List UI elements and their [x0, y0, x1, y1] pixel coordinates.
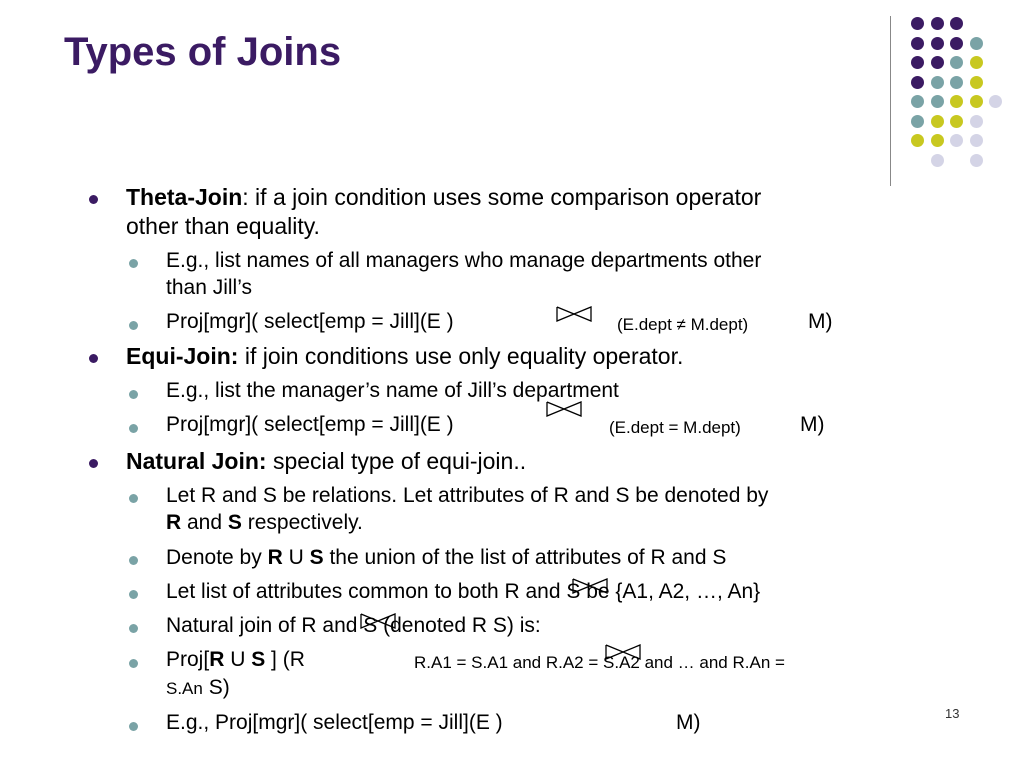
- join-bowtie-icon: [572, 578, 608, 594]
- bold-r: R: [267, 546, 283, 569]
- bullet-icon: [89, 459, 98, 468]
- natural-item-5: [166, 648, 305, 672]
- text-denote: Denote by: [166, 546, 268, 569]
- text-union: U: [224, 648, 252, 671]
- sub-bullet-icon: [129, 659, 138, 668]
- join-bowtie-icon: [546, 401, 582, 417]
- equi-join-line: [126, 343, 683, 370]
- equi-join-text: if join conditions use only equality operator.: [238, 343, 684, 369]
- text-proj: Proj[: [166, 648, 210, 671]
- sub-bullet-icon: [129, 390, 138, 399]
- bold-r: R: [209, 648, 225, 671]
- natural-item-4: Natural join of R and S (denoted R S) is:: [166, 614, 541, 637]
- theta-join-text: : if a join condition uses some comparison operator: [242, 184, 762, 210]
- join-bowtie-icon: [360, 613, 396, 629]
- natural-item-2: [166, 546, 726, 570]
- sub-bullet-icon: [129, 424, 138, 433]
- bold-s: S: [309, 546, 324, 569]
- equi-proj-end: M): [800, 413, 825, 436]
- theta-proj-text: Proj[mgr]( select[emp = Jill](E ): [166, 310, 454, 333]
- slide-title: Types of Joins: [64, 30, 342, 74]
- theta-proj-expression: [166, 310, 454, 334]
- natural-item-6: E.g., Proj[mgr]( select[emp = Jill](E ): [166, 711, 503, 734]
- bold-r: R: [166, 511, 182, 534]
- page-number: 13: [945, 706, 960, 721]
- theta-join-heading: Theta-Join: [126, 184, 243, 210]
- theta-example: E.g., list names of all managers who manage departments other: [166, 249, 762, 272]
- bullet-icon: [89, 354, 98, 363]
- equi-example: E.g., list the manager’s name of Jill’s department: [166, 379, 619, 402]
- sub-bullet-icon: [129, 722, 138, 731]
- text-union-desc: the union of the list of attributes of R and S: [323, 546, 727, 569]
- natural-join-condition: R.A1 = S.A1 and R.A2 = S.A2 and … and R.An =: [414, 653, 785, 672]
- natural-item-6-end: M): [676, 711, 701, 734]
- text-union: U: [282, 546, 310, 569]
- natural-join-text: special type of equi-join..: [266, 448, 527, 474]
- natural-item-5-cont: [166, 676, 230, 700]
- bold-s: S: [251, 648, 266, 671]
- theta-join-line: [126, 184, 761, 211]
- text-and: and: [181, 511, 228, 534]
- natural-item-3: Let list of attributes common to both R and S be {A1, A2, …, An}: [166, 580, 761, 603]
- theta-proj-end: M): [808, 310, 833, 333]
- equi-join-condition: (E.dept = M.dept): [609, 418, 741, 437]
- natural-join-line: [126, 448, 526, 475]
- join-bowtie-icon: [556, 306, 592, 322]
- text-rel-r: ] (R: [265, 648, 305, 671]
- theta-join-condition: (E.dept ≠ M.dept): [617, 315, 749, 334]
- natural-item-1: Let R and S be relations. Let attributes of R and S be denoted by: [166, 484, 769, 507]
- text-respectively: respectively.: [241, 511, 363, 534]
- theta-example-cont: than Jill’s: [166, 276, 252, 299]
- sub-bullet-icon: [129, 590, 138, 599]
- sub-bullet-icon: [129, 624, 138, 633]
- equi-join-heading: Equi-Join:: [126, 343, 239, 369]
- natural-join-heading: Natural Join:: [126, 448, 267, 474]
- sub-bullet-icon: [129, 556, 138, 565]
- text-rel-s: S): [202, 676, 230, 699]
- condition-san: S.An: [166, 679, 203, 698]
- natural-item-1-cont: [166, 511, 363, 535]
- equi-proj-expression: Proj[mgr]( select[emp = Jill](E ): [166, 413, 454, 436]
- sub-bullet-icon: [129, 494, 138, 503]
- bullet-icon: [89, 195, 98, 204]
- sub-bullet-icon: [129, 259, 138, 268]
- bold-s: S: [227, 511, 242, 534]
- sub-bullet-icon: [129, 321, 138, 330]
- theta-join-text-cont: other than equality.: [126, 213, 320, 239]
